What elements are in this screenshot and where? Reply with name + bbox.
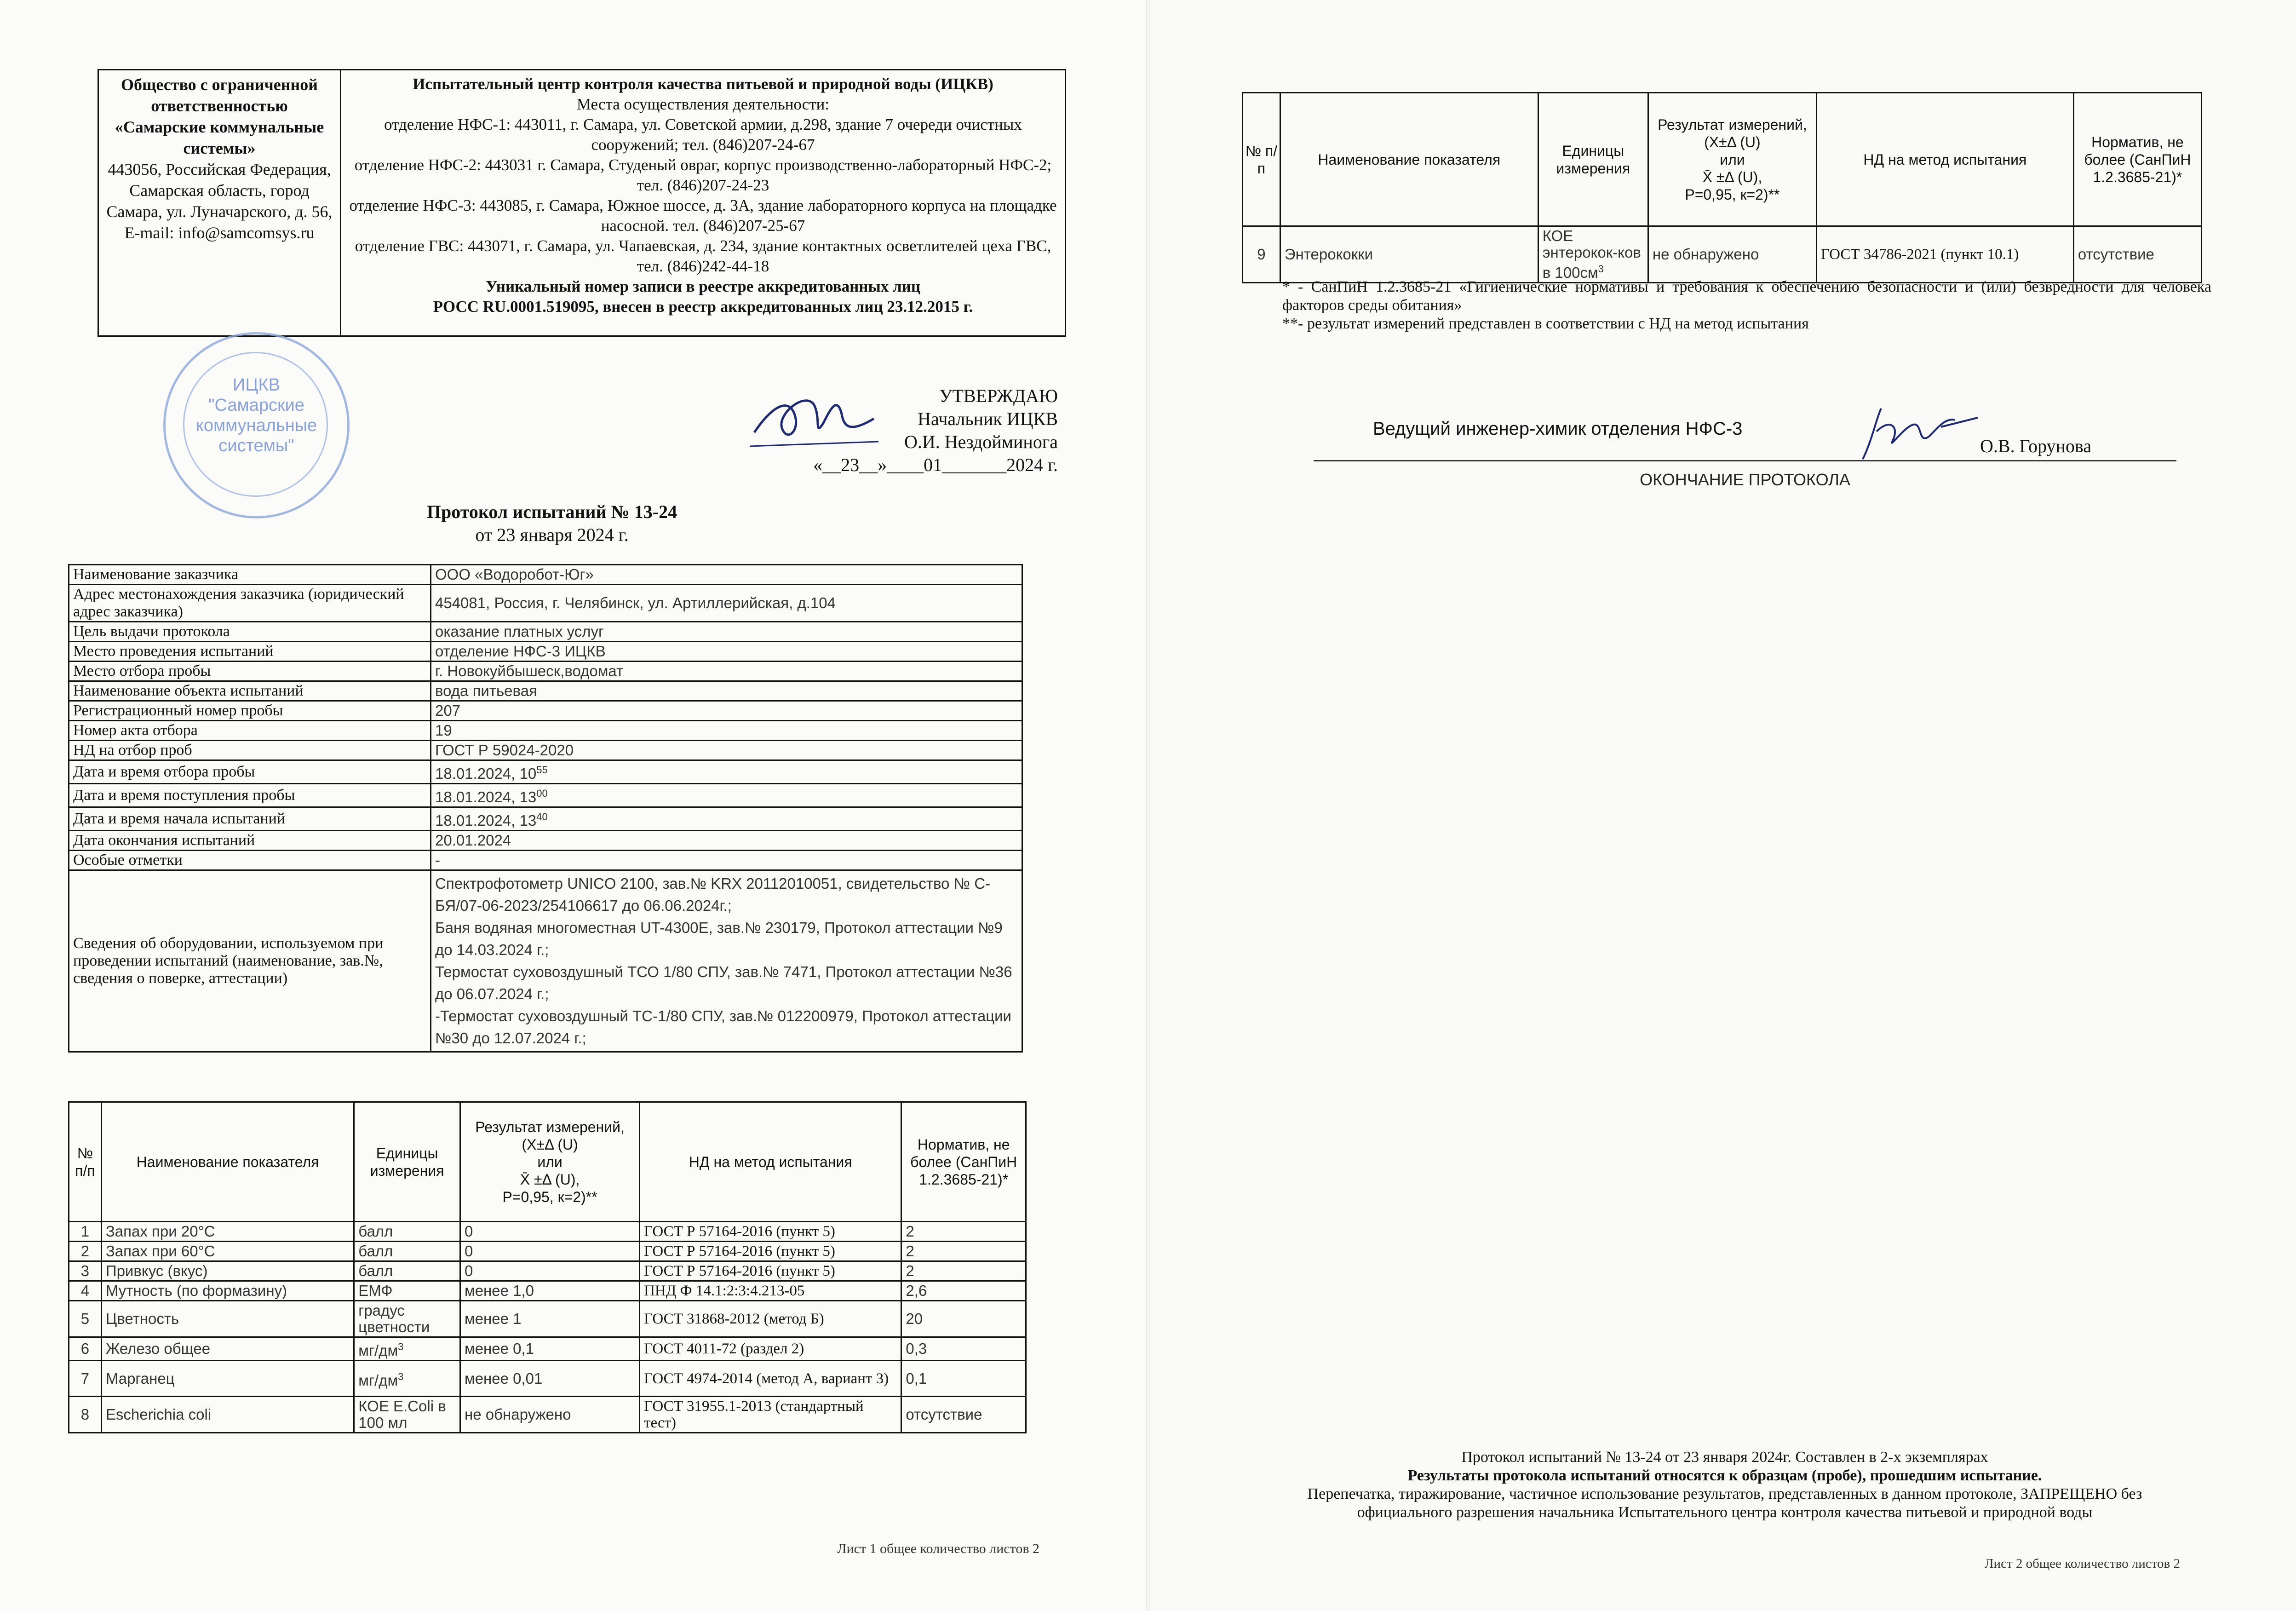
col-result-line: X̄ ±Δ (U), [520,1171,580,1188]
org-name: Общество с ограниченной ответственностью «Самарские коммунальные системы» [115,75,324,157]
results-table [68,1101,1027,1433]
result-method-text: ГОСТ 4974-2014 (метод А, вариант 3) [644,1370,889,1387]
col-name: Наименование показателя [1280,93,1538,226]
info-key: Место проведения испытаний [69,642,431,662]
result-value-text: менее 1 [465,1310,522,1327]
col-result [460,1102,640,1222]
result-method [640,1397,901,1433]
info-value [431,721,1022,741]
result-value [460,1261,640,1281]
result-row [69,1281,1026,1301]
result-method-text: ГОСТ 31868-2012 (метод Б) [644,1311,824,1327]
result-unit-text: мг/дм [358,1342,398,1359]
result-method-text: ГОСТ 31955.1-2013 (стандартный тест) [644,1398,864,1431]
result-unit [354,1361,460,1397]
result-num-text: 1 [80,1223,90,1240]
info-value-text: ООО «Водоробот-Юг» [435,566,594,583]
info-key: Регистрационный номер пробы [69,701,431,721]
result-name [101,1397,354,1433]
result-num [69,1281,102,1301]
equipment-row [69,870,1022,1052]
result-norm-text: 2 [906,1243,914,1260]
result-method-text: ГОСТ 34786-2021 (пункт 10.1) [1820,246,2019,263]
info-value-text: 18.01.2024, 10 [435,765,537,782]
footnote-result: **- результат измерений представлен в соответствии с НД на метод испытания [1282,315,1809,332]
results-header-row [69,1102,1026,1222]
result-method [640,1361,901,1397]
info-value-text: оказание платных услуг [435,623,604,640]
info-key: Наименование заказчика [69,565,431,585]
result-method-text: ГОСТ Р 57164-2016 (пункт 5) [644,1243,835,1260]
equipment-line: Баня водяная многоместная UT-4300Е, зав.№ 230179, Протокол аттестации №9 до 14.03.2024 г.; [435,919,1003,958]
info-value-text: г. Новокуйбышеск,водомат [435,662,624,679]
col-name: Наименование показателя [101,1102,354,1222]
info-row [69,831,1022,851]
engineer-name: О.В. Горунова [1980,436,2092,456]
footer-line3: Перепечатка, тиражирование, частичное использование результатов, представленных в данном протоколе, ЗАПРЕЩЕНО без официального разрешения начальника Испытательного центра контроля качества питьевой и природной воды [1307,1485,2142,1521]
results-header-row [1243,93,2202,226]
result-row [1243,226,2202,283]
info-value [431,701,1022,721]
stamp-line: системы" [218,436,294,455]
info-value [431,662,1022,681]
results-table-continued [1242,92,2202,283]
sheet-number: Лист 1 общее количество листов 2 [837,1541,1039,1556]
result-num-text: 9 [1257,246,1266,263]
result-norm-text: 20 [906,1310,923,1327]
result-method-text: ГОСТ Р 57164-2016 (пункт 5) [644,1223,835,1240]
unit-exponent: 3 [398,1341,404,1352]
result-value [460,1242,640,1261]
result-row [69,1337,1026,1361]
engineer-signature [1849,399,1982,468]
col-result-line: P=0,95, к=2)** [1685,186,1780,203]
result-value-text: менее 1,0 [465,1282,534,1299]
test-center-cell [341,70,1066,336]
result-num [69,1242,102,1261]
info-value [431,622,1022,642]
info-key: Дата окончания испытаний [69,831,431,851]
col-result-line: X̄ ±Δ (U), [1702,168,1762,185]
page-fold [1146,0,1150,1611]
info-row [69,851,1022,870]
equipment-value [431,870,1022,1052]
result-num [69,1361,102,1397]
result-name [101,1361,354,1397]
header-box [98,69,1066,337]
result-method [640,1261,901,1281]
info-row [69,565,1022,585]
info-row [69,807,1022,831]
info-value [431,741,1022,760]
result-num-text: 7 [80,1369,90,1387]
info-row [69,721,1022,741]
result-unit [1538,226,1648,283]
col-num: № п/п [69,1102,102,1222]
col-result-line: Результат измерений, (X±Δ (U) [1658,116,1807,150]
result-unit [354,1261,460,1281]
info-value-text: вода питьевая [435,682,537,699]
result-method [640,1301,901,1337]
result-unit [354,1397,460,1433]
result-unit [354,1281,460,1301]
result-name-text: Энтерококки [1284,246,1373,263]
info-key: Цель выдачи протокола [69,622,431,642]
info-value [431,585,1022,622]
info-value-text: 207 [435,702,461,719]
result-name [101,1222,354,1242]
col-method: НД на метод испытания [1816,93,2073,226]
footnote-sanpin: * - СанПиН 1.2.3685-21 «Гигиенические нормативы и требования к обеспечению безопасности и (или) безвредности для человека факторов среды обитания» [1282,278,2211,314]
result-unit [354,1337,460,1361]
result-unit [354,1242,460,1261]
footnotes [1282,278,2211,333]
result-unit-text: КОЕ E.Coli в 100 мл [358,1398,446,1431]
info-row [69,681,1022,701]
stamp-line: "Самарские [208,396,304,415]
result-norm [901,1337,1026,1361]
info-key: Наименование объекта испытаний [69,681,431,701]
protocol-date: от 23 января 2024 г. [475,524,629,545]
result-norm-text: 2 [906,1223,914,1240]
places-label: Места осуществления деятельности: [576,95,830,113]
result-name [101,1301,354,1337]
col-norm: Норматив, не более (СанПиН 1.2.3685-21)* [2073,93,2201,226]
result-name [101,1242,354,1261]
result-value-text: менее 0,1 [465,1340,534,1357]
equipment-line: -Термостат суховоздушный ТС-1/80 СПУ, зав.№ 012200979, Протокол аттестации №30 до 12.07.2024 г.; [435,1007,1011,1047]
result-num-text: 8 [80,1406,90,1423]
col-result-line: или [537,1153,563,1170]
info-value [431,831,1022,851]
info-value [431,681,1022,701]
result-norm [901,1301,1026,1337]
result-value-text: 0 [465,1223,473,1240]
info-row [69,642,1022,662]
result-name [101,1281,354,1301]
result-value-text: не обнаружено [1652,246,1759,263]
result-value-text: 0 [465,1262,473,1279]
result-unit-text: балл [358,1223,393,1240]
result-name [101,1261,354,1281]
col-num: № п/п [1243,93,1280,226]
result-num-text: 6 [80,1340,90,1357]
result-name-text: Запах при 20°С [105,1223,215,1240]
result-value [460,1337,640,1361]
org-email: E-mail: info@samcomsys.ru [124,224,315,242]
approve-label: УТВЕРЖДАЮ [939,385,1058,406]
result-name [1280,226,1538,283]
info-key: Дата и время поступления пробы [69,784,431,807]
col-result-line: P=0,95, к=2)** [502,1188,597,1205]
result-method [640,1242,901,1261]
result-name-text: Запах при 60°С [105,1243,215,1260]
result-name-text: Цветность [105,1310,179,1327]
result-value [460,1397,640,1433]
result-norm-text: отсутствие [2078,246,2154,263]
protocol-footer [1260,1448,2189,1522]
result-norm [901,1222,1026,1242]
result-value [460,1301,640,1337]
footer-line2: Результаты протокола испытаний относятся к образцам (пробе), прошедшим испытание. [1407,1467,2042,1484]
registry-line2: РОСС RU.0001.519095, внесен в реестр аккредитованных лиц 23.12.2015 г. [433,298,973,316]
time-minutes: 00 [536,788,548,799]
info-row [69,662,1022,681]
info-row [69,585,1022,622]
info-key: Особые отметки [69,851,431,870]
info-value [431,642,1022,662]
info-value [431,565,1022,585]
stamp-line: коммунальные [195,416,317,435]
result-unit-text: мг/дм [358,1371,398,1389]
info-value [431,760,1022,784]
approval-block [782,385,1058,477]
result-method [640,1222,901,1242]
result-name-text: Привкус (вкус) [105,1262,208,1279]
info-row [69,701,1022,721]
result-norm [901,1361,1026,1397]
result-norm [901,1397,1026,1433]
result-unit-text: балл [358,1262,393,1279]
info-value-text: 20.01.2024 [435,832,511,849]
result-num [1243,226,1280,283]
info-row [69,622,1022,642]
result-num [69,1337,102,1361]
dept-nfs2: отделение НФС-2: 443031 г. Самара, Студеный овраг, корпус производственно-лабораторный НФС-2; тел. (846)207-24-23 [354,156,1052,194]
result-method [640,1281,901,1301]
info-value [431,807,1022,831]
col-result-line: Результат измерений, (X±Δ (U) [475,1118,625,1153]
result-unit-text: ЕМФ [358,1282,393,1299]
result-num [69,1261,102,1281]
equipment-line: Термостат суховоздушный ТСО 1/80 СПУ, зав.№ 7471, Протокол аттестации №36 до 06.07.2024 г.; [435,963,1012,1002]
time-minutes: 40 [536,811,548,823]
approval-date: «__23__»____01_______2024 г. [813,455,1058,475]
result-value-text: не обнаружено [465,1406,571,1423]
equipment-key: Сведения об оборудовании, используемом при проведении испытаний (наименование, зав.№, сведения о поверке, аттестации) [69,870,431,1052]
result-row [69,1397,1026,1433]
result-row [69,1361,1026,1397]
info-value [431,784,1022,807]
result-unit [354,1222,460,1242]
info-value [431,851,1022,870]
protocol-number: Протокол испытаний № 13-24 [426,501,677,522]
info-key: Дата и время отбора пробы [69,760,431,784]
result-row [69,1301,1026,1337]
result-unit-text: КОЕ энтерокок-ков в 100см [1542,227,1641,281]
organization-cell [98,70,341,336]
result-row [69,1261,1026,1281]
info-value-text: - [435,852,440,869]
result-name [101,1337,354,1361]
col-result-line: или [1720,151,1745,168]
time-minutes: 55 [536,764,548,776]
info-key: Место отбора пробы [69,662,431,681]
result-method-text: ГОСТ Р 57164-2016 (пункт 5) [644,1263,835,1279]
result-value-text: менее 0,01 [465,1369,543,1387]
result-num-text: 3 [80,1262,90,1279]
info-value-text: 18.01.2024, 13 [435,812,537,829]
result-method [640,1337,901,1361]
footer-line1: Протокол испытаний № 13-24 от 23 января 2024г. Составлен в 2-х экземплярах [1461,1449,1988,1466]
info-value-text: 19 [435,722,452,739]
stamp-line: ИЦКВ [233,375,280,395]
result-unit-text: градус цветности [358,1302,430,1335]
info-key: Дата и время начала испытаний [69,807,431,831]
result-value [460,1222,640,1242]
result-norm-text: 2,6 [906,1282,927,1299]
col-norm: Норматив, не более (СанПиН 1.2.3685-21)* [901,1102,1026,1222]
info-row [69,741,1022,760]
protocol-title [368,501,736,547]
info-row [69,784,1022,807]
result-num-text: 4 [80,1282,90,1299]
result-row [69,1222,1026,1242]
result-norm [2073,226,2201,283]
dept-nfs1: отделение НФС-1: 443011, г. Самара, ул. Советской армии, д.298, здание 7 очереди очистных сооружений; тел. (846)207-24-67 [384,115,1022,154]
stamp-text [166,375,347,456]
protocol-end: ОКОНЧАНИЕ ПРОТОКОЛА [1640,470,1850,489]
result-name-text: Марганец [105,1369,175,1387]
result-num [69,1301,102,1337]
engineer-role: Ведущий инженер-химик отделения НФС-3 [1373,419,1743,439]
result-name-text: Железо общее [105,1340,211,1357]
info-row [69,760,1022,784]
unit-exponent: 3 [398,1370,404,1382]
result-num-text: 2 [80,1243,90,1260]
info-value-text: 454081, Россия, г. Челябинск, ул. Артиллерийская, д.104 [435,594,836,611]
col-units: Единицы измерения [354,1102,460,1222]
result-value [1648,226,1816,283]
result-value [460,1361,640,1397]
info-value-text: 18.01.2024, 13 [435,788,537,806]
result-method [1816,226,2073,283]
result-value-text: 0 [465,1243,473,1260]
col-units: Единицы измерения [1538,93,1648,226]
result-norm [901,1242,1026,1261]
approver-name: О.И. Нездойминога [904,432,1058,452]
dept-gvs: отделение ГВС: 443071, г. Самара, ул. Чапаевская, д. 234, здание контактных осветлителей цеха ГВС, тел. (846)242-44-18 [355,237,1051,275]
result-num [69,1397,102,1433]
dept-nfs3: отделение НФС-3: 443085, г. Самара, Южное шоссе, д. 3А, здание лабораторного корпуса на площадке насосной. тел. (846)207-25-67 [349,196,1057,235]
col-result [1648,93,1816,226]
result-method-text: ПНД Ф 14.1:2:3:4.213-05 [644,1283,805,1299]
info-table [68,564,1023,1053]
unit-exponent: 3 [1598,263,1604,275]
result-unit [354,1301,460,1337]
sheet-number: Лист 2 общее количество листов 2 [1984,1556,2180,1571]
result-norm [901,1281,1026,1301]
approver-position: Начальник ИЦКВ [918,409,1058,429]
result-norm-text: 0,1 [906,1369,927,1387]
info-key: НД на отбор проб [69,741,431,760]
center-title: Испытательный центр контроля качества питьевой и природной воды (ИЦКВ) [413,75,993,93]
result-name-text: Мутность (по формазину) [105,1282,287,1299]
result-unit-text: балл [358,1243,393,1260]
info-value-text: отделение НФС-3 ИЦКВ [435,643,606,660]
result-name-text: Escherichia coli [105,1406,212,1423]
registry-line1: Уникальный номер записи в реестре аккредитованных лиц [485,277,921,295]
result-num [69,1222,102,1242]
info-key: Номер акта отбора [69,721,431,741]
result-num-text: 5 [80,1310,90,1327]
info-key: Адрес местонахождения заказчика (юридический адрес заказчика) [69,585,431,622]
info-value-text: ГОСТ Р 59024-2020 [435,742,574,759]
result-norm [901,1261,1026,1281]
result-norm-text: 0,3 [906,1340,927,1357]
result-method-text: ГОСТ 4011-72 (раздел 2) [644,1341,804,1357]
result-value [460,1281,640,1301]
end-divider [1314,460,2176,461]
result-norm-text: 2 [906,1262,914,1279]
org-address: 443056, Российская Федерация, Самарская область, город Самара, ул. Луначарского, д. 56, [106,160,333,221]
stamp-seal [163,332,350,518]
equipment-line: Спектрофотометр UNICO 2100, зав.№ KRX 20112010051, свидетельство № С-БЯ/07-06-2023/254106617 до 06.06.2024г.; [435,875,991,914]
result-row [69,1242,1026,1261]
col-method: НД на метод испытания [640,1102,901,1222]
result-norm-text: отсутствие [906,1406,982,1423]
